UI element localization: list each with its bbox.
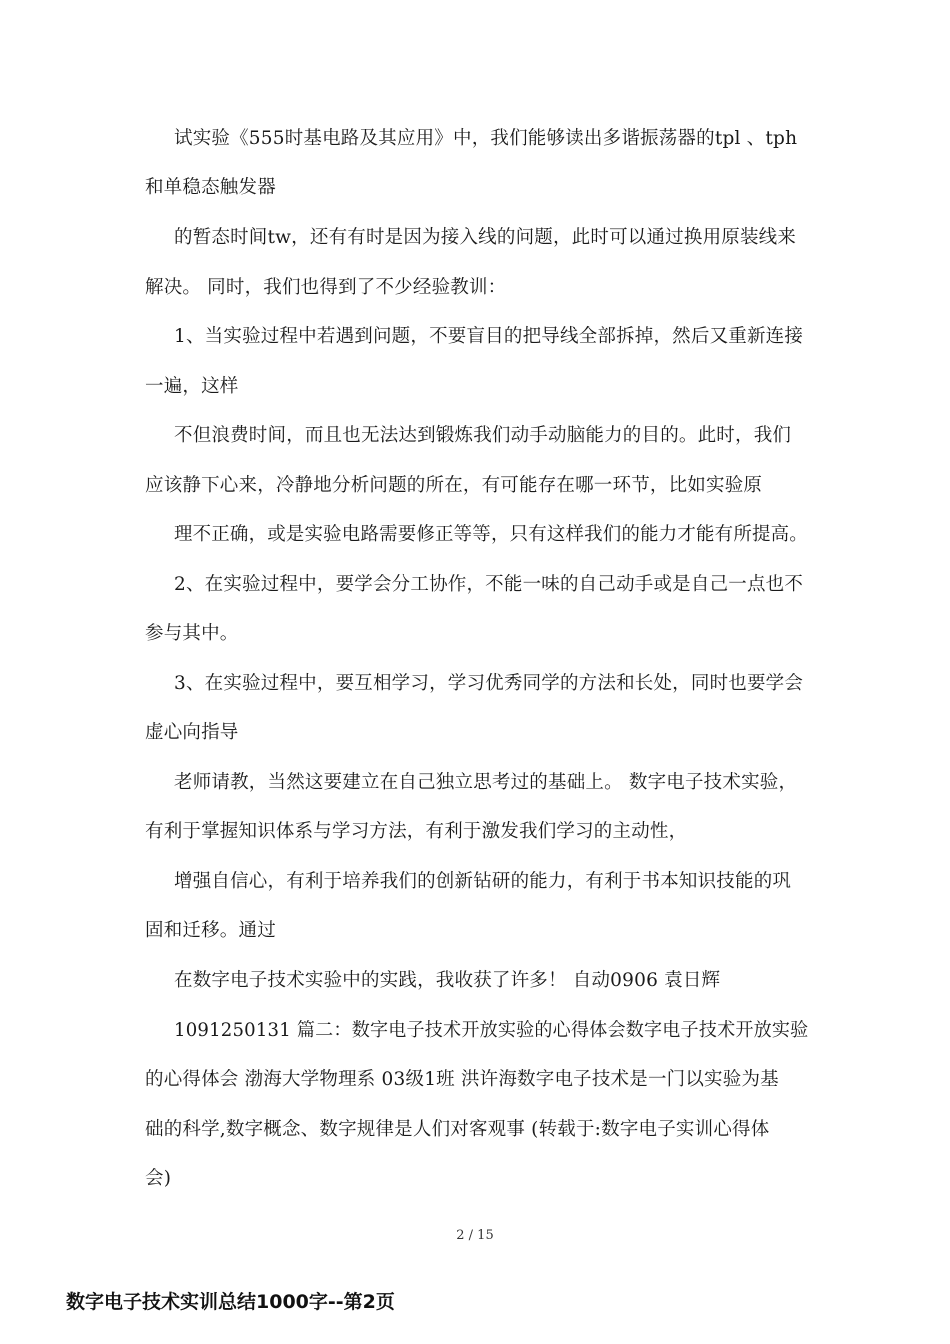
text-line: 在数字电子技术实验中的实践，我收获了许多！ 自动0906 袁日辉 <box>174 970 721 991</box>
text-line: 有利于掌握知识体系与学习方法，有利于激发我们学习的主动性， <box>145 821 688 842</box>
text-line: 3、在实验过程中，要互相学习，学习优秀同学的方法和长处，同时也要学会 <box>174 673 804 694</box>
text-line: 的暂态时间tw，还有有时是因为接入线的问题，此时可以通过换用原装线来 <box>174 227 797 248</box>
text-line: 试实验《555时基电路及其应用》中，我们能够读出多谐振荡器的tpl 、tph <box>174 128 798 149</box>
text-line: 应该静下心来，冷静地分析问题的所在，有可能存在哪一环节，比如实验原 <box>145 475 763 496</box>
text-line: 虚心向指导 <box>145 722 239 743</box>
text-line: 1091250131 篇二：数字电子技术开放实验的心得体会数字电子技术开放实验 <box>174 1020 809 1041</box>
text-line: 的心得体会 渤海大学物理系 03级1班 洪许海数字电子技术是一门以实验为基 <box>145 1069 779 1090</box>
text-line: 一遍，这样 <box>145 376 239 397</box>
text-line: 不但浪费时间，而且也无法达到锻炼我们动手动脑能力的目的。此时，我们 <box>174 425 792 446</box>
page-number: 2 / 15 <box>456 1228 494 1243</box>
text-line: 解决。 同时，我们也得到了不少经验教训： <box>145 277 507 298</box>
text-line: 参与其中。 <box>145 623 239 644</box>
text-line: 和单稳态触发器 <box>145 177 276 198</box>
text-line: 增强自信心，有利于培养我们的创新钻研的能力，有利于书本知识技能的巩 <box>174 871 792 892</box>
text-line: 理不正确，或是实验电路需要修正等等，只有这样我们的能力才能有所提高。 <box>174 524 808 545</box>
text-line: 老师请教，当然这要建立在自己独立思考过的基础上。 数字电子技术实验， <box>174 772 798 793</box>
text-line: 础的科学,数字概念、数字规律是人们对客观事 (转载于:数字电子实训心得体 <box>145 1119 770 1140</box>
text-line: 2、在实验过程中，要学会分工协作，不能一味的自己动手或是自己一点也不 <box>174 574 804 595</box>
text-line: 固和迁移。通过 <box>145 920 276 941</box>
text-line: 会) <box>145 1168 172 1189</box>
footer-title: 数字电子技术实训总结1000字--第2页 <box>66 1291 395 1313</box>
text-line: 1、当实验过程中若遇到问题，不要盲目的把导线全部拆掉，然后又重新连接 <box>174 326 804 347</box>
